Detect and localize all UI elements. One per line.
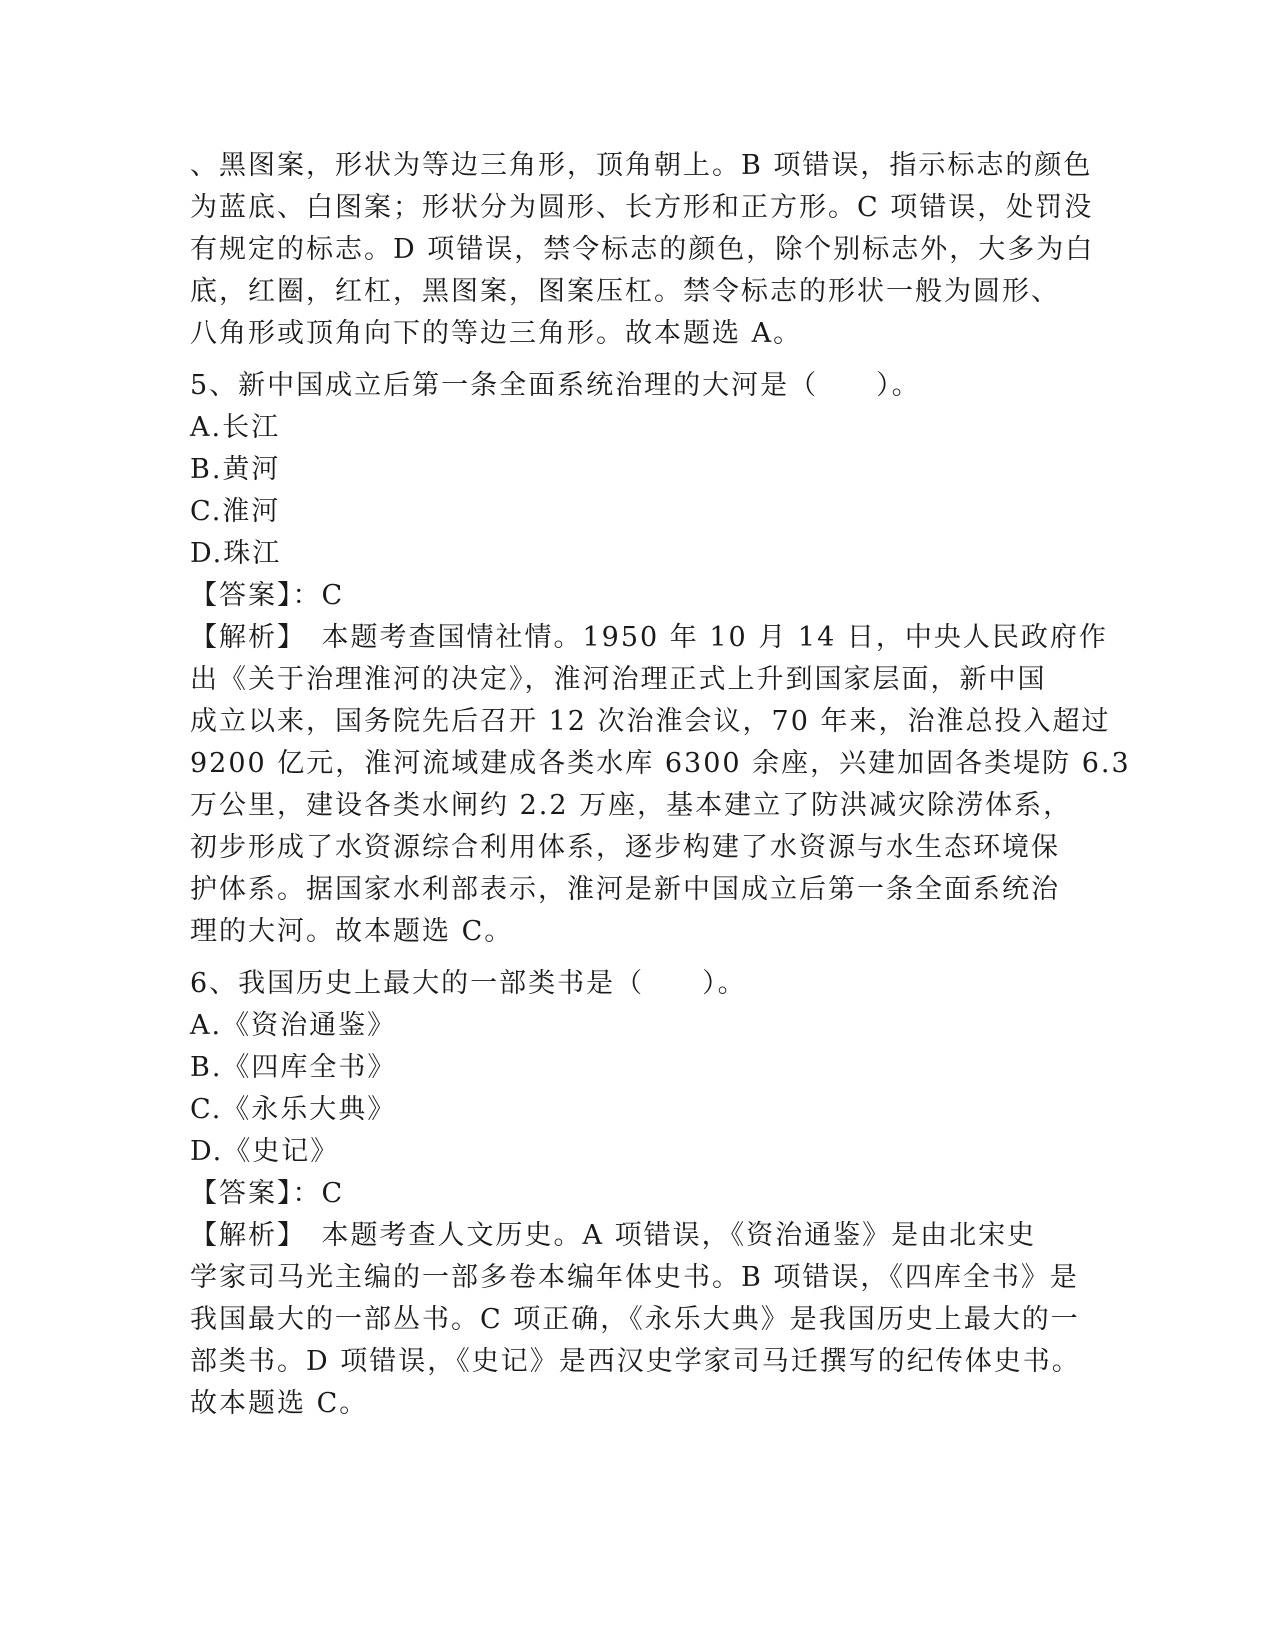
analysis-paragraph bbox=[190, 1215, 1090, 1425]
option-c: C.《永乐大典》 bbox=[190, 1094, 397, 1125]
option-b: B.黄河 bbox=[190, 454, 281, 485]
analysis-line: 部类书。D 项错误，《史记》是西汉史学家司马迁撰写的纪传体史书。 bbox=[190, 1346, 1081, 1377]
analysis-line: 成立以来，国务院先后召开 12 次治淮会议，70 年来，治淮总投入超过 bbox=[190, 706, 1111, 737]
analysis-line: 我国最大的一部丛书。C 项正确，《永乐大典》是我国历史上最大的一 bbox=[190, 1304, 1080, 1335]
analysis-line: 出《关于治理淮河的决定》，淮河治理正式上升到国家层面，新中国 bbox=[190, 664, 1047, 695]
analysis-line: 护体系。据国家水利部表示，淮河是新中国成立后第一条全面系统治 bbox=[190, 874, 1060, 905]
question-stem: 5、新中国成立后第一条全面系统治理的大河是（ ）。 bbox=[190, 370, 921, 401]
intro-line: 、黑图案，形状为等边三角形，顶角朝上。B 项错误，指示标志的颜色 bbox=[190, 150, 1093, 181]
analysis-paragraph bbox=[190, 617, 1131, 953]
question-stem: 6、我国历史上最大的一部类书是（ ）。 bbox=[190, 968, 747, 999]
intro-line: 底，红圈，红杠，黑图案，图案压杠。禁令标志的形状一般为圆形、 bbox=[190, 276, 1060, 307]
option-a: A.《资治通鉴》 bbox=[190, 1010, 397, 1041]
analysis-line: 【解析】 本题考查国情社情。1950 年 10 月 14 日，中央人民政府作 bbox=[190, 622, 1108, 653]
document-page bbox=[190, 145, 1131, 1425]
intro-line: 为蓝底、白图案；形状分为圆形、长方形和正方形。C 项错误，处罚没 bbox=[190, 192, 1094, 223]
question-6 bbox=[190, 963, 1090, 1425]
analysis-line: 【解析】 本题考查人文历史。A 项错误，《资治通鉴》是由北宋史 bbox=[190, 1220, 1037, 1251]
option-d: D.珠江 bbox=[190, 538, 282, 569]
option-b: B.《四库全书》 bbox=[190, 1052, 397, 1083]
intro-line: 有规定的标志。D 项错误，禁令标志的颜色，除个别标志外，大多为白 bbox=[190, 234, 1095, 265]
analysis-line: 理的大河。故本题选 C。 bbox=[190, 916, 514, 947]
option-d: D.《史记》 bbox=[190, 1136, 340, 1167]
analysis-line: 9200 亿元，淮河流域建成各类水库 6300 余座，兴建加固各类堤防 6.3 bbox=[190, 748, 1131, 779]
answer-line: 【答案】：C bbox=[190, 580, 345, 611]
intro-line: 八角形或顶角向下的等边三角形。故本题选 A。 bbox=[190, 318, 803, 349]
option-c: C.淮河 bbox=[190, 496, 281, 527]
analysis-line: 万公里，建设各类水闸约 2.2 万座，基本建立了防洪减灾除涝体系， bbox=[190, 790, 1073, 821]
answer-line: 【答案】：C bbox=[190, 1178, 345, 1209]
analysis-line: 初步形成了水资源综合利用体系，逐步构建了水资源与水生态环境保 bbox=[190, 832, 1060, 863]
option-a: A.长江 bbox=[190, 412, 281, 443]
question-5 bbox=[190, 365, 1131, 953]
intro-paragraph bbox=[190, 145, 1095, 355]
analysis-line: 故本题选 C。 bbox=[190, 1388, 369, 1419]
analysis-line: 学家司马光主编的一部多卷本编年体史书。B 项错误，《四库全书》是 bbox=[190, 1262, 1079, 1293]
